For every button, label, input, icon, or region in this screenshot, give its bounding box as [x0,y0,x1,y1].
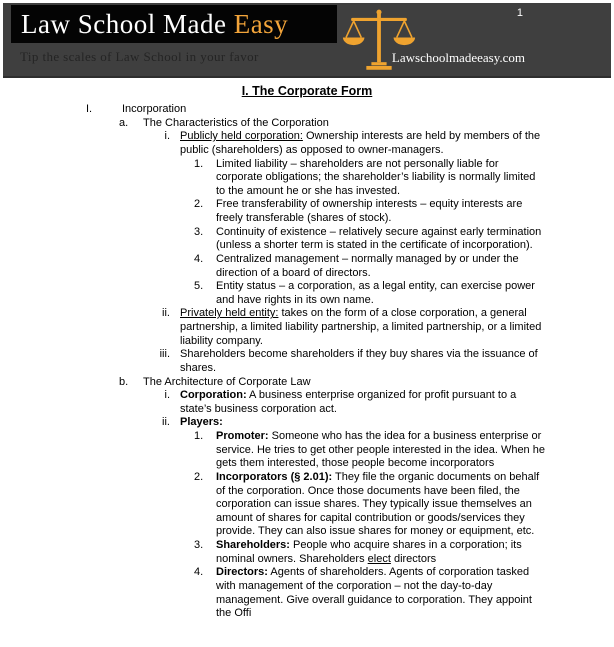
outline-item [0,348,545,375]
outline-item [0,158,545,199]
outline-item [0,389,545,416]
page-number: 1 [516,7,523,19]
outline-item [0,130,545,157]
header-banner [3,3,611,78]
outline-marker: iii. [159,348,170,361]
outline-item [0,539,545,566]
logo-title-accent: Easy [233,8,289,39]
outline-text: Privately held entity: takes on the form of a close corporation, a general partnership, a limited liability partnership, a limited partnership, or a limited liability company. [180,307,542,347]
logo-title-main: Law School Made [21,8,234,39]
outline-marker: 1. [194,157,204,170]
outline-text: Corporation: A business enterprise organized for profit pursuant to a state’s business corporation act. [180,389,517,415]
tagline: Tip the scales of Law School in your favor [20,49,259,64]
outline-marker: i. [164,130,170,143]
outline-marker: 4. [194,566,204,579]
outline-marker: I. [86,103,93,115]
outline-text: Incorporators (§ 2.01): They file the organic documents on behalf of the corporation. Once those documents have been filed, the corporation can issue shares. They typically issue themselves an amount of shares for capital contribution or goods/services they provide. They can also issue shares for money or equipment, etc. [216,470,540,538]
outline-marker: 3. [194,225,204,238]
outline-item [0,566,545,621]
outline-marker: ii. [162,307,170,320]
outline-item [0,430,545,471]
outline-marker: 5. [194,280,204,293]
outline-item [0,376,545,390]
outline-text: The Architecture of Corporate Law [143,375,311,388]
outline-text: Promoter: Someone who has the idea for a business enterprise or service. He tries to get other people interested in the idea. When he gets them interested, those people become incorporators [216,430,545,470]
website-text: Lawschoolmadeeasy.com [391,50,525,65]
outline-marker: ii. [162,416,170,429]
outline-text: Free transferability of ownership interests – equity interests are freely transferable (shares of stock). [216,198,523,224]
document-body [0,84,614,621]
outline-text: Entity status – a corporation, as a legal entity, can exercise power and have rights in its own name. [216,280,535,306]
outline-marker: 1. [194,430,204,442]
outline-item [0,416,545,430]
outline-marker: 3. [194,539,204,551]
logo-title [21,9,288,40]
outline-marker: 2. [194,198,204,211]
outline-marker: 4. [194,252,204,265]
outline-item [0,103,545,117]
outline-text: Publicly held corporation: Ownership interests are held by members of the public (shareholders) as opposed to owner-managers. [180,130,541,156]
outline-text: Limited liability – shareholders are not personally liable for corporate obligations; the shareholder’s liability is normally limited to the amount he or she has invested. [216,157,536,197]
outline-item [0,280,545,307]
outline-text: The Characteristics of the Corporation [143,116,329,129]
outline-item [0,307,545,348]
outline-text: Centralized management – normally managed by or under the direction of a board of directors. [216,252,519,279]
outline-text: Directors: Agents of shareholders. Agents of corporation tasked with management of the corporation – not the day-to-day management. Give overall guidance to corporation. They appoint the Offi [216,566,532,620]
outline-marker: a. [119,116,129,129]
outline-marker: b. [119,375,129,388]
outline-item [0,117,545,131]
outline-item [0,471,545,539]
outline-item [0,253,545,280]
outline-text: Players: [180,416,223,429]
outline-text: Shareholders become shareholders if they buy shares via the issuance of shares. [180,348,538,374]
outline-item [0,226,545,253]
outline-marker: 2. [194,470,204,483]
logo [11,5,337,43]
outline-text: Incorporation [122,103,187,115]
outline-marker: i. [164,389,170,402]
outline-text: Continuity of existence – relatively secure against early termination (unless a shorter term is stated in the certificate of incorporation). [216,225,542,252]
outline-item [0,198,545,225]
outline-text: Shareholders: People who acquire shares in a corporation; its nominal owners. Shareholders elect directors [216,539,522,565]
outline [0,103,545,621]
section-title: I. The Corporate Form [241,84,373,98]
